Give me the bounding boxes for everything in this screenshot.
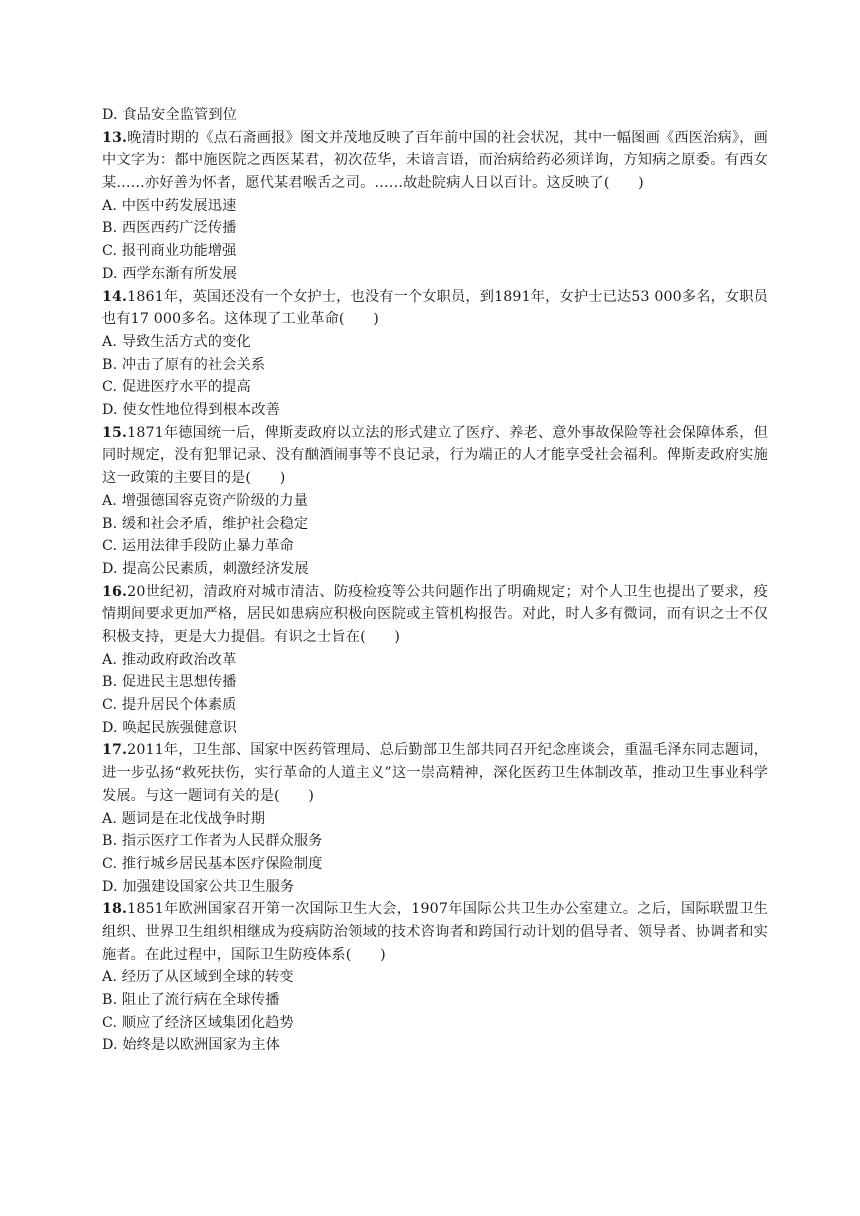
question-text: 1871年德国统一后，俾斯麦政府以立法的形式建立了医疗、养老、意外事故保险等社会保障体系，但同时规定，没有犯罪记录、没有酗酒闹事等不良记录，行为端正的人才能享受社会福利。俾斯麦政府实施这一政策的主要目的是( ) <box>102 424 768 487</box>
option-d: D. 提高公民素质，刺激经济发展 <box>102 560 309 577</box>
question-15 <box>102 422 768 581</box>
option-b: B. 促进民主思想传播 <box>102 674 237 691</box>
option-c: C. 报刊商业功能增强 <box>102 243 237 260</box>
question-stem <box>102 898 768 966</box>
option-a: A. 导致生活方式的变化 <box>102 333 251 350</box>
option-d: D. 使女性地位得到根本改善 <box>102 402 281 419</box>
option-b: B. 缓和社会矛盾，维护社会稳定 <box>102 515 309 532</box>
question-stem <box>102 581 768 649</box>
option-c: C. 推行城乡居民基本医疗保险制度 <box>102 855 323 872</box>
option-c: C. 顺应了经济区域集团化趋势 <box>102 1014 294 1031</box>
exam-page <box>102 104 768 1057</box>
question-text: 2011年，卫生部、国家中医药管理局、总后勤部卫生部共同召开纪念座谈会，重温毛泽东同志题词，进一步弘扬“救死扶伤，实行革命的人道主义”这一崇高精神，深化医药卫生体制改革，推动卫生事业科学发展。与这一题词有关的是( ) <box>102 742 768 804</box>
question-14 <box>102 286 768 422</box>
question-text: 晚清时期的《点石斋画报》图文并茂地反映了百年前中国的社会状况，其中一幅图画《西医治病》，画中文字为：都中施医院之西医某君，初次莅华，未谙言语，而治病给药必须详询，方知病之原委。有西女某……亦好善为怀者，愿代某君喉舌之司。……故赴院病人日以百计。这反映了( ) <box>102 129 768 192</box>
option-c: C. 提升居民个体素质 <box>102 697 237 714</box>
prev-question-option-d: D. 食品安全监管到位 <box>102 107 238 123</box>
question-stem <box>102 422 768 490</box>
question-text: 1861年，英国还没有一个女护士，也没有一个女职员，到1891年，女护士已达53 000多名，女职员也有17 000多名。这体现了工业革命( ) <box>102 288 768 328</box>
question-text: 20世纪初，清政府对城市清洁、防疫检疫等公共问题作出了明确规定；对个人卫生也提出了要求，疫情期间要求更加严格，居民如患病应积极向医院或主管机构报告。对此，时人多有微词，而有识之士不仅积极支持，更是大力提倡。有识之士旨在( ) <box>102 583 768 645</box>
question-number: 13. <box>102 129 128 146</box>
option-d: D. 西学东渐有所发展 <box>102 265 238 282</box>
option-a: A. 经历了从区域到全球的转变 <box>102 969 294 986</box>
option-a: A. 中医中药发展迅速 <box>102 197 237 214</box>
option-c: C. 运用法律手段防止暴力革命 <box>102 538 294 555</box>
question-number: 17. <box>102 742 128 759</box>
question-13 <box>102 127 768 286</box>
option-c: C. 促进医疗水平的提高 <box>102 379 251 396</box>
option-b: B. 冲击了原有的社会关系 <box>102 356 266 373</box>
question-number: 15. <box>102 424 128 441</box>
question-stem <box>102 286 768 331</box>
option-b: B. 指示医疗工作者为人民群众服务 <box>102 833 323 850</box>
question-number: 16. <box>102 583 128 600</box>
option-a: A. 增强德国容克资产阶级的力量 <box>102 492 309 509</box>
question-17 <box>102 739 768 898</box>
option-d: D. 始终是以欧洲国家为主体 <box>102 1037 281 1054</box>
option-d: D. 唤起民族强健意识 <box>102 719 238 736</box>
option-d: D. 加强建设国家公共卫生服务 <box>102 878 295 895</box>
question-number: 18. <box>102 901 128 918</box>
question-stem <box>102 127 768 195</box>
option-b: B. 西医西药广泛传播 <box>102 220 237 237</box>
question-18 <box>102 898 768 1057</box>
option-a: A. 推动政府政治改革 <box>102 651 237 668</box>
question-text: 1851年欧洲国家召开第一次国际卫生大会，1907年国际公共卫生办公室建立。之后，国际联盟卫生组织、世界卫生组织相继成为疫病防治领域的技术咨询者和跨国行动计划的倡导者、领导者、协调者和实施者。在此过程中，国际卫生防疫体系( ) <box>102 901 768 963</box>
question-stem <box>102 739 768 807</box>
question-number: 14. <box>102 288 128 305</box>
question-16 <box>102 581 768 740</box>
option-a: A. 题词是在北伐战争时期 <box>102 810 266 827</box>
option-b: B. 阻止了流行病在全球传播 <box>102 992 280 1009</box>
